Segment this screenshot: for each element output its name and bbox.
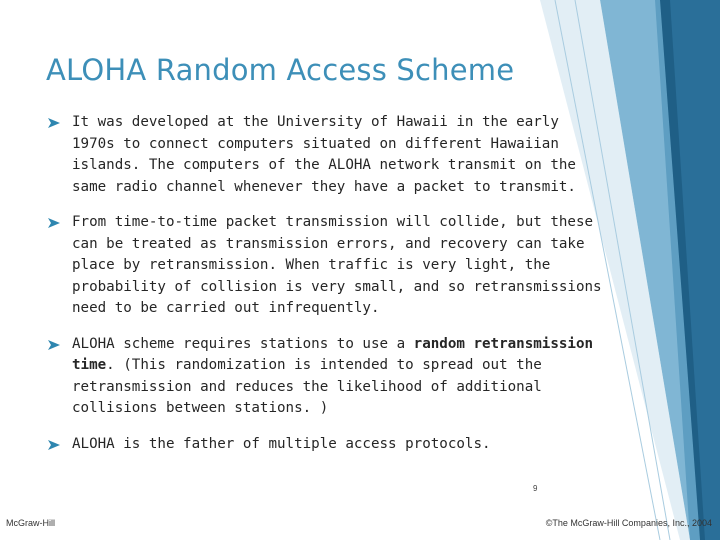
bullet-item-4 [48,434,608,456]
bullet-text-pre: ALOHA scheme requires stations to use a [72,335,414,352]
bullet-item-3 [48,334,608,420]
diamond-arrow-icon [48,118,60,128]
bullet-text: It was developed at the University of Hawaii in the early 1970s to connect computers situated on different Hawaiian islands. The computers of the ALOHA network transmit on the same radio channel whenever they have a packet to transmit. [72,114,576,195]
slide-title: ALOHA Random Access Scheme [46,53,515,87]
bullet-text: From time-to-time packet transmission will collide, but these can be treated as transmission errors, and recovery can take place by retransmission. When traffic is very light, the probability of collision is very small, and so retransmissions need to be carried out infrequently. [72,214,602,316]
bullet-text: ALOHA is the father of multiple access protocols. [72,435,491,452]
diamond-arrow-icon [48,218,60,228]
bullet-item-1 [48,112,608,198]
page-number: 9 [533,484,538,493]
bullet-list [48,112,608,469]
bullet-text-post: . (This randomization is intended to spread out the retransmission and reduces the likelihood of additional collisions between stations. ) [72,357,542,416]
bullet-text [72,334,608,420]
footer-publisher: McGraw-Hill [6,518,55,528]
diamond-arrow-icon [48,440,60,450]
bullet-text-bold: random retransmission time [72,335,594,373]
diamond-arrow-icon [48,340,60,350]
bullet-item-2 [48,212,608,320]
footer-copyright: ©The McGraw-Hill Companies, Inc., 2004 [545,518,712,528]
